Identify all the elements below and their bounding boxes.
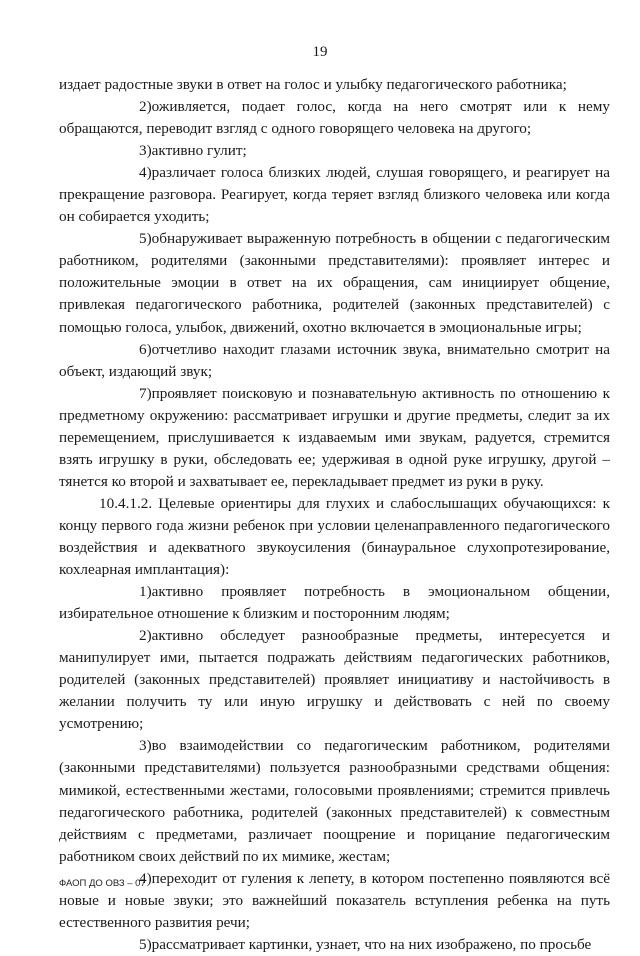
section-paragraph	[59, 493, 610, 581]
list-number: 7)	[139, 384, 152, 402]
list-item	[59, 735, 610, 867]
list-item	[59, 96, 610, 140]
list-item	[59, 383, 610, 493]
list-item	[59, 339, 610, 383]
list-number: 3)	[139, 142, 152, 160]
paragraph-continuation	[59, 74, 610, 96]
paragraph-text: оживляется, подает голос, когда на него смотрят или к нему обращаются, переводит взгляд с одного говорящего человека на другого;	[59, 98, 610, 138]
paragraph-text: активно гулит;	[151, 142, 247, 160]
list-item	[59, 162, 610, 228]
list-number: 5)	[139, 230, 152, 248]
list-number: 1)	[139, 583, 152, 601]
list-item	[59, 625, 610, 735]
paragraph-text: во взаимодействии со педагогическим работником, родителями (законными представителями) пользуется разнообразными средствами общения: мимикой, естественными жестами, голосовыми проявлениями; стремится привлечь педагогического работника, родителей (законных представителей) к совместным действиям с предметами, различает поощрение и порицание педагогическим работником своих действий по их мимике, жестам;	[59, 737, 610, 865]
paragraph-text: активно проявляет потребность в эмоциональном общении, избирательное отношение к близким и посторонним людям;	[59, 583, 610, 623]
list-number: 2)	[139, 627, 152, 645]
list-number: 2)	[139, 98, 152, 116]
paragraph-text: активно обследует разнообразные предметы, интересуется и манипулирует ими, пытается подражать действиям педагогических работников, родителей (законных представителей) проявляет инициативу и настойчивость в желании получить ту или иную игрушку и действовать с ней по своему усмотрению;	[59, 627, 610, 733]
paragraph-text: обнаруживает выраженную потребность в общении с педагогическим работником, родителями (законными представителями): проявляет интерес и положительные эмоции в ответ на их обращения, сам инициирует общение, привлекая педагогического работника, родителей (законных представителей) с помощью голоса, улыбок, движений, охотно включается в эмоциональные игры;	[59, 230, 610, 336]
paragraph-text: проявляет поисковую и познавательную активность по отношению к предметному окружению: рассматривает игрушки и другие предметы, следит за их перемещением, прислушивается к издаваемым ими звукам, радуется, стремится взять игрушку в руки, обследовать ее; удерживая в одной руке игрушку, другой – тянется ко второй и захватывает ее, перекладывает предмет из руки в руку.	[59, 384, 610, 490]
list-number: 6)	[139, 340, 152, 358]
list-item	[59, 934, 610, 956]
list-number: 3)	[139, 737, 152, 755]
paragraph-text: рассматривает картинки, узнает, что на них изображено, по просьбе	[151, 935, 592, 953]
list-number: 5)	[139, 935, 152, 953]
paragraph-text: отчетливо находит глазами источник звука, внимательно смотрит на объект, издающий звук;	[59, 340, 610, 380]
page-number: 19	[312, 44, 328, 60]
paragraph-text: издает радостные звуки в ответ на голос и улыбку педагогического работника;	[59, 76, 567, 93]
list-number: 4)	[139, 164, 152, 182]
paragraph-text: различает голоса близких людей, слушая говорящего, и реагирует на прекращение разговора. Реагирует, когда теряет взгляд близкого человека или когда он собирается уходить;	[59, 164, 610, 226]
paragraph-text: 10.4.1.2. Целевые ориентиры для глухих и слабослышащих обучающихся: к концу первого года жизни ребенок при условии целенаправленного педагогического воздействия и адекватного звукоусиления (бинауральное слухопротезирование, кохлеарная имплантация):	[59, 494, 610, 579]
list-item	[59, 228, 610, 338]
list-item	[59, 581, 610, 625]
paragraph-text: переходит от гуления к лепету, в котором постепенно появляются всё новые и новые звуки; это важнейший показатель вступления ребенка на путь естественного развития речи;	[59, 869, 610, 931]
body-text	[59, 74, 610, 956]
list-item	[59, 140, 610, 162]
list-number: 4)	[139, 869, 152, 887]
footer-code: ФАОП ДО ОВЗ – 07	[59, 878, 146, 889]
